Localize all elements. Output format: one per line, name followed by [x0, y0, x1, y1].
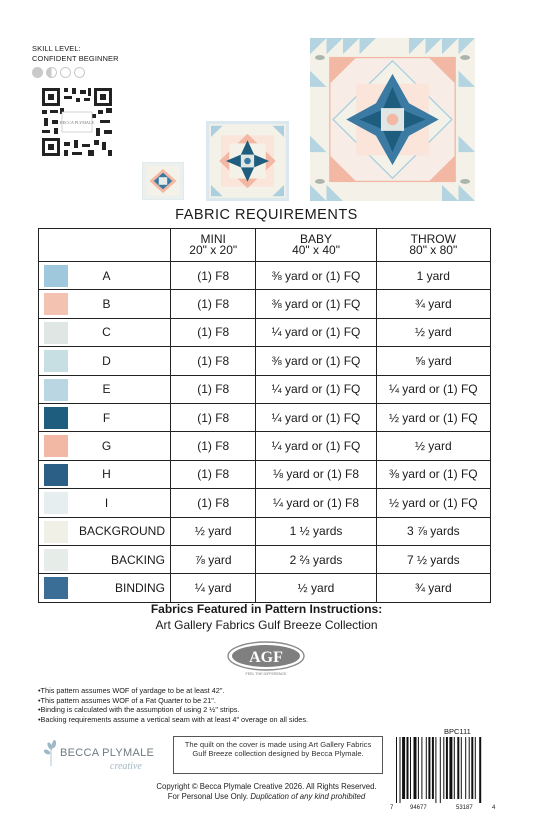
fabric-swatch-icon [44, 521, 68, 543]
becca-plymale-logo [40, 736, 164, 776]
amount-throw: ½ yard or (1) FQ [376, 489, 490, 517]
table-row [39, 375, 491, 403]
header-throw-size: THROW [410, 232, 456, 246]
amount-baby: ⅜ yard or (1) FQ [256, 347, 376, 375]
amount-throw: 1 yard [376, 262, 490, 290]
table-row [39, 489, 491, 517]
product-sku: BPC111 [444, 727, 471, 736]
fabric-label: C [102, 325, 111, 340]
amount-throw: ¾ yard [376, 290, 490, 318]
table-row [39, 403, 491, 431]
table-row [39, 517, 491, 545]
amount-baby: ⅛ yard or (1) F8 [256, 460, 376, 488]
amount-baby: 1 ½ yards [256, 517, 376, 545]
fabric-label: H [102, 467, 111, 482]
qr-code-icon[interactable] [40, 86, 114, 158]
becca-logo-sub: creative [110, 761, 142, 772]
fabric-swatch-icon [44, 350, 68, 372]
table-row [39, 318, 491, 346]
header-baby-size: BABY [300, 232, 333, 246]
barcode-left-digits: 94677 [410, 805, 427, 811]
barcode-right-digits: 53187 [456, 805, 473, 811]
fabric-swatch-icon [44, 322, 68, 344]
copyright-line: Copyright © Becca Plymale Creative 2026. All Rights Reserved. [156, 782, 377, 791]
amount-baby: ¼ yard or (1) F8 [256, 489, 376, 517]
amount-mini: (1) F8 [171, 403, 256, 431]
copyright-usage [0, 792, 533, 802]
skill-level-label: SKILL LEVEL: [32, 44, 81, 53]
amount-mini: (1) F8 [171, 432, 256, 460]
header-mini-dims: 20" x 20" [189, 243, 238, 257]
fabric-label: G [101, 439, 112, 454]
fabric-swatch-icon [44, 549, 68, 571]
amount-mini: (1) F8 [171, 290, 256, 318]
table-row [39, 347, 491, 375]
duplication-text: Duplication of any kind prohibited [250, 791, 366, 801]
amount-throw: ¼ yard or (1) FQ [376, 375, 490, 403]
personal-use-text: For Personal Use Only. [167, 791, 249, 801]
agf-logo-icon [224, 640, 308, 678]
quilt-baby-image [206, 121, 289, 201]
header-mini [171, 229, 256, 262]
fabric-cell [39, 318, 171, 346]
pattern-notes [38, 686, 308, 724]
fabric-label: D [102, 353, 111, 368]
amount-baby: ¼ yard or (1) FQ [256, 375, 376, 403]
fabric-label: BINDING [114, 580, 165, 595]
quilt-mini-image [142, 162, 184, 200]
header-fabric-cell [39, 229, 171, 262]
fabric-label: E [102, 382, 111, 397]
fabric-swatch-icon [44, 577, 68, 599]
amount-baby: ¼ yard or (1) FQ [256, 403, 376, 431]
table-row [39, 545, 491, 573]
amount-baby: ¼ yard or (1) FQ [256, 318, 376, 346]
fabric-swatch-icon [44, 379, 68, 401]
header-baby-dims: 40" x 40" [292, 243, 340, 257]
skill-dot-empty-icon [60, 67, 71, 78]
amount-baby: ⅜ yard or (1) FQ [256, 290, 376, 318]
fabric-label: BACKGROUND [78, 524, 165, 539]
table-row [39, 432, 491, 460]
amount-throw: 3 ⅞ yards [376, 517, 490, 545]
amount-mini: (1) F8 [171, 489, 256, 517]
fabric-label: A [102, 268, 111, 283]
skill-dot-full-icon [32, 67, 43, 78]
copyright [0, 782, 533, 802]
fabric-swatch-icon [44, 435, 68, 457]
fabric-cell [39, 489, 171, 517]
fabric-requirements-table [38, 228, 491, 603]
amount-throw: ½ yard [376, 432, 490, 460]
fabric-label: BACKING [110, 552, 165, 567]
cover-quilt-note: The quilt on the cover is made using Art Gallery Fabrics Gulf Breeze collection designed by Becca Plymale. [173, 736, 383, 774]
fabric-swatch-icon [44, 464, 68, 486]
amount-mini: (1) F8 [171, 262, 256, 290]
amount-mini: ½ yard [171, 517, 256, 545]
fabric-swatch-icon [44, 407, 68, 429]
amount-mini: ¼ yard [171, 574, 256, 602]
becca-logo-name: BECCA PLYMALE [60, 747, 155, 759]
amount-mini: (1) F8 [171, 375, 256, 403]
featured-collection: Art Gallery Fabrics Gulf Breeze Collection [155, 618, 378, 632]
amount-throw: ⅝ yard [376, 347, 490, 375]
note-item: •Backing requirements assume a vertical seam with at least 4" overage on all sides. [38, 714, 308, 724]
skill-level [32, 44, 119, 64]
table-header-row [39, 229, 491, 262]
amount-mini: (1) F8 [171, 318, 256, 346]
table-row [39, 460, 491, 488]
amount-mini: (1) F8 [171, 347, 256, 375]
note-item: •This pattern assumes WOF of a Fat Quarter to be 21". [38, 695, 216, 705]
fabric-cell [39, 347, 171, 375]
fabric-cell [39, 545, 171, 573]
fabric-swatch-icon [44, 492, 68, 514]
agf-tagline: FEEL THE DIFFERENCE [245, 672, 287, 676]
skill-level-dots [32, 67, 85, 78]
fabric-requirements-title: FABRIC REQUIREMENTS [175, 207, 358, 223]
fabric-cell [39, 375, 171, 403]
fabric-cell [39, 403, 171, 431]
fabric-label: I [104, 495, 109, 510]
note-item: •This pattern assumes WOF of yardage to be at least 42". [38, 686, 225, 695]
skill-level-value: CONFIDENT BEGINNER [32, 54, 119, 63]
header-throw [376, 229, 490, 262]
table-row [39, 290, 491, 318]
amount-throw: ⅜ yard or (1) FQ [376, 460, 490, 488]
fabric-cell [39, 432, 171, 460]
amount-throw: ¾ yard [376, 574, 490, 602]
amount-mini: (1) F8 [171, 460, 256, 488]
qr-center-logo: BECCA PLYMALE [59, 120, 95, 125]
fabric-cell [39, 517, 171, 545]
header-baby [256, 229, 376, 262]
fabric-cell [39, 262, 171, 290]
fabric-label: F [102, 410, 111, 425]
fabric-cell [39, 460, 171, 488]
amount-baby: ½ yard [256, 574, 376, 602]
amount-baby: 2 ⅔ yards [256, 545, 376, 573]
featured-heading: Fabrics Featured in Pattern Instructions: [150, 602, 383, 616]
note-item: •Binding is calculated with the assumption of using 2 ½" strips. [38, 705, 240, 715]
amount-throw: ½ yard or (1) FQ [376, 403, 490, 431]
fabric-cell [39, 290, 171, 318]
amount-throw: ½ yard [376, 318, 490, 346]
table-row [39, 262, 491, 290]
amount-mini: ⅞ yard [171, 545, 256, 573]
agf-logo-text: AGF [249, 649, 283, 666]
fabric-label: B [102, 297, 111, 312]
fabric-swatch-icon [44, 265, 68, 287]
fabric-cell [39, 574, 171, 602]
quilt-throw-image [310, 38, 475, 201]
amount-throw: 7 ½ yards [376, 545, 490, 573]
header-mini-size: MINI [200, 232, 226, 246]
barcode-lead-digit: 7 [390, 805, 394, 811]
fabric-swatch-icon [44, 293, 68, 315]
header-throw-dims: 80" x 80" [409, 243, 458, 257]
skill-dot-empty-icon [74, 67, 85, 78]
barcode-trail-digit: 4 [492, 805, 496, 811]
skill-dot-half-icon [46, 67, 57, 78]
amount-baby: ¼ yard or (1) FQ [256, 432, 376, 460]
table-row [39, 574, 491, 602]
amount-baby: ⅜ yard or (1) FQ [256, 262, 376, 290]
